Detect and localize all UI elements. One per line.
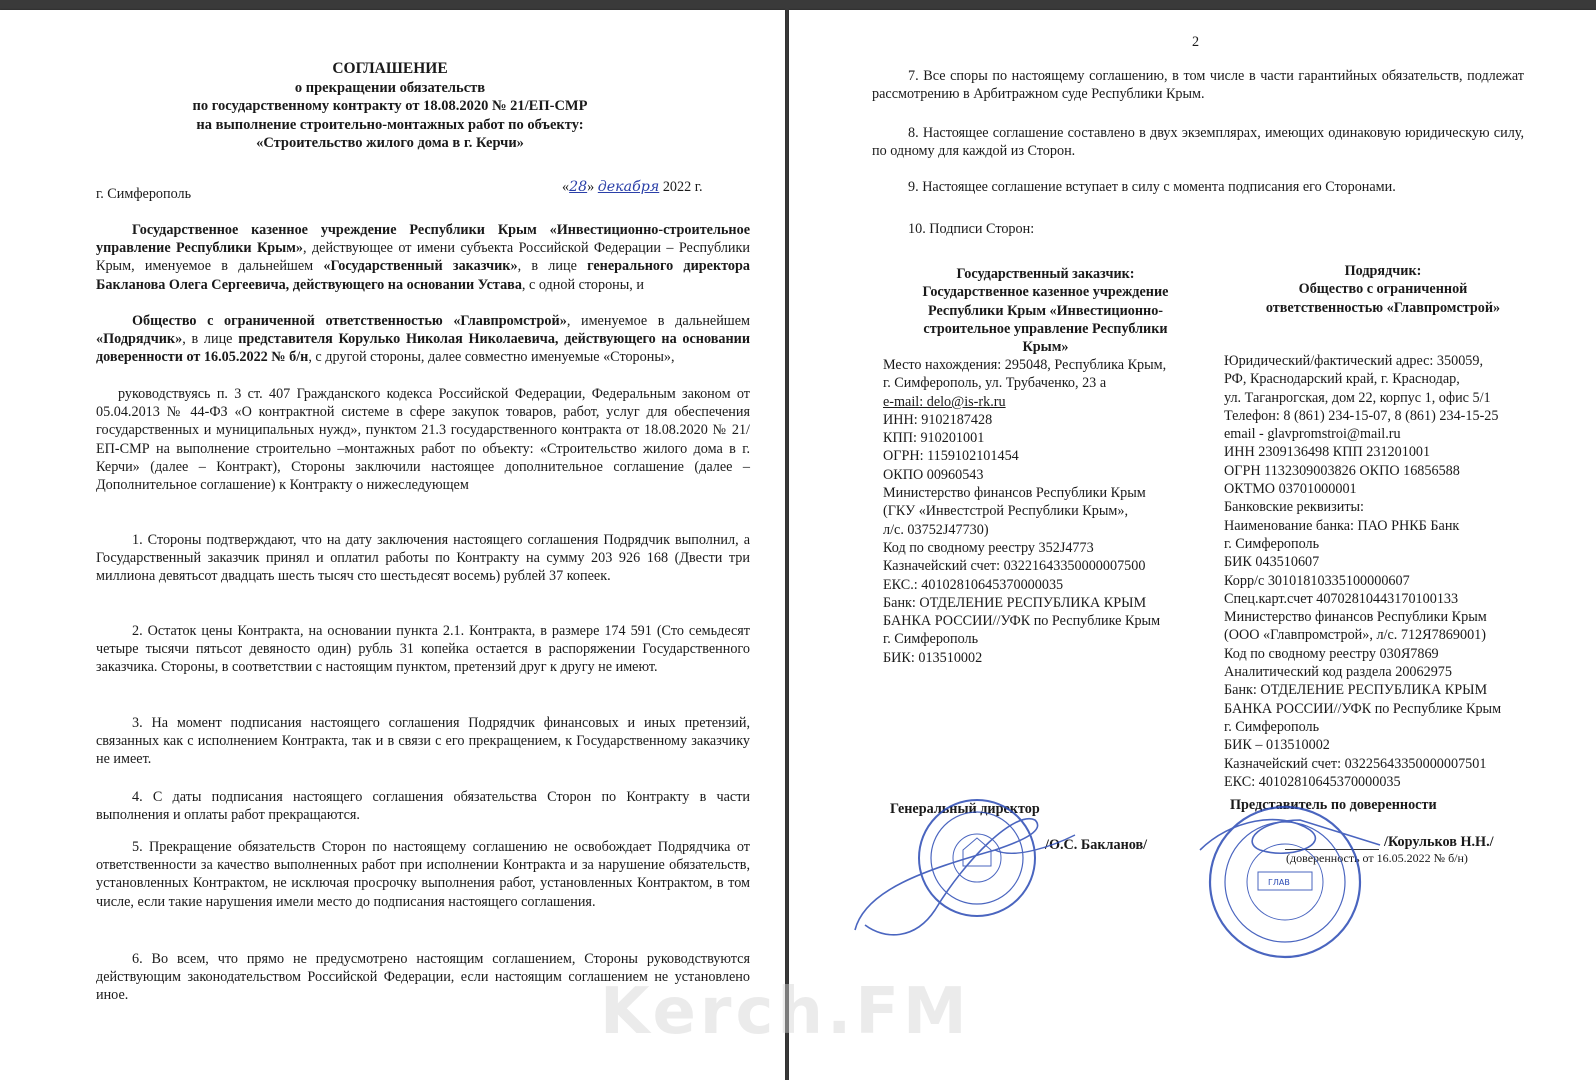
customer-detail-line: БАНКА РОССИИ//УФК по Республике Крым [883, 613, 1161, 630]
contractor-heading-line: Подрядчик: [1344, 263, 1422, 279]
contractor-detail-line: Наименование банка: ПАО РНКБ Банк [1224, 517, 1460, 534]
customer-detail-line: Банк: ОТДЕЛЕНИЕ РЕСПУБЛИКА КРЫМ [883, 594, 1147, 611]
title-line-2: по государственному контракту от 18.08.2020 № 21/ЕП-СМР [192, 98, 588, 114]
customer-sign-title: Генеральный директор [890, 801, 1040, 817]
contractor-detail-line: ИНН 2309136498 КПП 231201001 [1224, 444, 1431, 461]
customer-heading-line: Крым» [1022, 339, 1069, 356]
party2-text1: , именуемое в дальнейшем [566, 313, 750, 329]
title-line-3: на выполнение строительно-монтажных работ по объекту: [196, 116, 584, 133]
customer-heading-line: Государственный заказчик: [956, 266, 1135, 282]
clause-10: 10. Подписи Сторон: [908, 221, 1035, 237]
contractor-detail-line: БИК 043510607 [1224, 554, 1320, 571]
document-title-block [120, 60, 660, 153]
customer-detail-line: (ГКУ «Инвестстрой Республики Крым», [883, 503, 1128, 520]
customer-detail-line: Место нахождения: 295048, Республика Крым, [883, 357, 1167, 373]
customer-detail-line: Казначейский счет: 03221643350000007500 [883, 558, 1146, 575]
clause-6: 6. Во всем, что прямо не предусмотрено настоящим соглашением, Стороны руководствуются действующим законодательством Российской Федерации, если настоящим соглашением не установлено иное. [96, 951, 750, 1004]
party2-paragraph [96, 312, 750, 367]
party1-paragraph [96, 221, 750, 294]
party2-name: Общество с ограниченной ответственностью «Главпромстрой» [132, 313, 567, 329]
customer-detail-line: ЕКС.: 40102810645370000035 [883, 576, 1064, 593]
contractor-stamp-mark: ГЛАВ [1268, 878, 1290, 887]
date-day: 28 [569, 179, 588, 195]
contractor-detail-line: Код по сводному реестру 030Я7869 [1224, 645, 1439, 662]
contractor-heading-line: Общество с ограниченной [1298, 281, 1468, 298]
title-line-1: о прекращении обязательств [294, 79, 486, 96]
clause-9: 9. Настоящее соглашение вступает в силу с момента подписания его Сторонами. [908, 179, 1396, 195]
party1-text3: , с одной стороны, и [521, 276, 644, 293]
party1-text2: , в лице [517, 258, 588, 275]
clause-8: 8. Настоящее соглашение составлено в двух экземплярах, имеющих одинаковую юридическую силу, по одному для каждой из Сторон. [872, 125, 1524, 160]
party2-representative: представителя Корулько Николая Николаевича, действующего на основании доверенности от 16.05.2022 № б/н [96, 331, 750, 366]
customer-detail-line: ОГРН: 1159102101454 [883, 448, 1019, 465]
contractor-detail-line: Телефон: 8 (861) 234-15-07, 8 (861) 234-15-25 [1224, 407, 1499, 424]
watermark: Kerch.FM [600, 975, 971, 1049]
party1-text1: , действующее от имени субъекта Российской Федерации – Республики Крым, именуемое в дальнейшем [96, 240, 750, 275]
contractor-detail-line: ул. Таганрогская, дом 22, корпус 1, офис 5/1 [1224, 389, 1491, 406]
contractor-heading [1224, 262, 1542, 317]
contractor-detail-line: г. Симферополь [1224, 718, 1320, 735]
clause-3: 3. На момент подписания настоящего соглашения Подрядчик финансовых и иных претензий, связанных как с исполнением Контракта, так и в связи с его прекращением, к Государственному заказчику не имеет. [96, 715, 750, 768]
document-city: г. Симферополь [96, 186, 192, 202]
page-number: 2 [1192, 34, 1200, 50]
party2-text3: , с другой стороны, далее совместно именуемые «Стороны», [308, 349, 675, 366]
contractor-detail-line: (ООО «Главпромстрой», л/с. 712Я7869001) [1224, 627, 1486, 644]
contractor-detail-line: РФ, Краснодарский край, г. Краснодар, [1224, 371, 1460, 388]
contractor-detail-line: г. Симферополь [1224, 535, 1320, 552]
contractor-detail-line: Банк: ОТДЕЛЕНИЕ РЕСПУБЛИКА КРЫМ [1224, 682, 1488, 699]
customer-detail-line: ИНН: 9102187428 [883, 411, 993, 428]
contractor-details [1224, 352, 1542, 791]
customer-email[interactable]: e-mail: delo@is-rk.ru [883, 393, 1006, 410]
clause-7: 7. Все споры по настоящему соглашению, в том числе в части гарантийных обязательств, подлежат рассмотрению в Арбитражном суде Республики Крым. [872, 68, 1524, 103]
contractor-detail-line: ЕКС: 40102810645370000035 [1224, 773, 1401, 790]
contractor-detail-line: Корр/с 30101810335100000607 [1224, 572, 1410, 589]
contractor-detail-line: БАНКА РОССИИ//УФК по Республике Крым [1224, 700, 1502, 717]
contractor-detail-line: Спец.карт.счет 40702810443170100133 [1224, 590, 1459, 607]
contractor-detail-line: Казначейский счет: 03225643350000007501 [1224, 755, 1487, 772]
customer-detail-line: КПП: 910201001 [883, 430, 985, 447]
contractor-detail-line: ОКТМО 03701000001 [1224, 481, 1357, 498]
party1-name: Государственное казенное учреждение Республики Крым «Инвестиционно-строительное управление Республики Крым» [96, 222, 750, 257]
customer-detail-line: Код по сводному реестру 352J4773 [883, 539, 1094, 556]
customer-detail-line: л/с. 03752J47730) [883, 521, 989, 538]
contractor-sign-name: /Корульков Н.Н./ [1384, 834, 1494, 850]
contractor-sign-note: (доверенность от 16.05.2022 № б/н) [1286, 851, 1468, 865]
customer-stamp [845, 790, 1105, 950]
party2-text2: , в лице [182, 331, 239, 348]
customer-sign-name: /О.С. Бакланов/ [1045, 837, 1148, 853]
date-month: декабря [597, 179, 660, 195]
contractor-stamp [1190, 790, 1390, 970]
customer-details [883, 356, 1208, 667]
customer-detail-line: г. Симферополь, ул. Трубаченко, 23 а [883, 375, 1107, 392]
contractor-sign-title: Представитель по доверенности [1230, 797, 1437, 813]
contractor-detail-line: БИК – 013510002 [1224, 737, 1330, 754]
customer-heading [883, 265, 1208, 356]
document-date: «28» декабря 2022 г. [562, 179, 703, 195]
customer-heading-line: строительное управление Республики [923, 320, 1168, 337]
contractor-heading-line: ответственностью «Главпромстрой» [1265, 299, 1501, 316]
contractor-detail-line: ОГРН 1132309003826 ОКПО 16856588 [1224, 462, 1460, 479]
customer-detail-line: Министерство финансов Республики Крым [883, 485, 1146, 502]
contractor-detail-line: Банковские реквизиты: [1224, 499, 1364, 516]
customer-heading-line: Республики Крым «Инвестиционно- [927, 302, 1164, 319]
contractor-detail-line: Министерство финансов Республики Крым [1224, 609, 1487, 626]
contractor-email: email - glavpromstroi@mail.ru [1224, 426, 1401, 443]
customer-heading-line: Государственное казенное учреждение [922, 284, 1169, 301]
clause-1: 1. Стороны подтверждают, что на дату заключения настоящего соглашения Подрядчик выполнил, а Государственный заказчик принял и оплатил работы по Контракту на сумму 203 926 168 (Двести три миллиона девятьсот двадцать шесть тысяч сто шестьдесят восемь) рублей 37 копеек. [96, 532, 750, 585]
date-year: 2022 г. [662, 179, 703, 195]
contractor-detail-line: Юридический/фактический адрес: 350059, [1224, 353, 1484, 369]
clause-5: 5. Прекращение обязательств Сторон по настоящему соглашению не освобождает Подрядчика от ответственности за качество выполненных работ при исполнении Контракта и за нарушение обязательств, установленных Контрактом, не исключая просрочку выполнения работ, установленных Контрактом, в том числе, если такие нарушения имели место до подписания настоящего соглашения. [96, 839, 750, 910]
party1-representative: генерального директора Бакланова Олега Сергеевича, действующего на основании Устава [96, 258, 750, 293]
contractor-detail-line: Аналитический код раздела 20062975 [1224, 664, 1452, 681]
customer-detail-line: БИК: 013510002 [883, 649, 983, 666]
title-line-4: «Строительство жилого дома в г. Керчи» [256, 135, 524, 151]
party1-alias: «Государственный заказчик» [323, 258, 518, 275]
clause-2: 2. Остаток цены Контракта, на основании пункта 2.1. Контракта, в размере 174 591 (Сто семьдесят четыре тысячи пятьсот девяносто один) рубль 31 копейка остается в распоряжении Государственного заказчика. Стороны, в соответствии с настоящим пунктом, претензий друг к другу не имеют. [96, 623, 750, 676]
party2-alias: «Подрядчик» [96, 331, 183, 348]
document-title: СОГЛАШЕНИЕ [332, 60, 448, 77]
customer-detail-line: г. Симферополь [883, 631, 979, 648]
customer-detail-line: ОКПО 00960543 [883, 466, 984, 483]
clause-4: 4. С даты подписания настоящего соглашения обязательства Сторон по Контракту в части выполнения и оплаты работ прекращаются. [96, 789, 750, 824]
preamble-paragraph: руководствуясь п. 3 ст. 407 Гражданского кодекса Российской Федерации, Федеральным законом от 05.04.2013 № 44-ФЗ «О контрактной системе в сфере закупок товаров, работ, услуг для обеспечения государственных и муниципальных нужд», пунктом 21.3 государственного контракта от 18.08.2020 № 21/ЕП-СМР на выполнение строительно –монтажных работ по объекту: «Строительство жилого дома в г. Керчи» (далее – Контракт), Стороны заключили настоящее дополнительное соглашение (далее – Дополнительное соглашение) к Контракту о нижеследующем [96, 386, 750, 494]
